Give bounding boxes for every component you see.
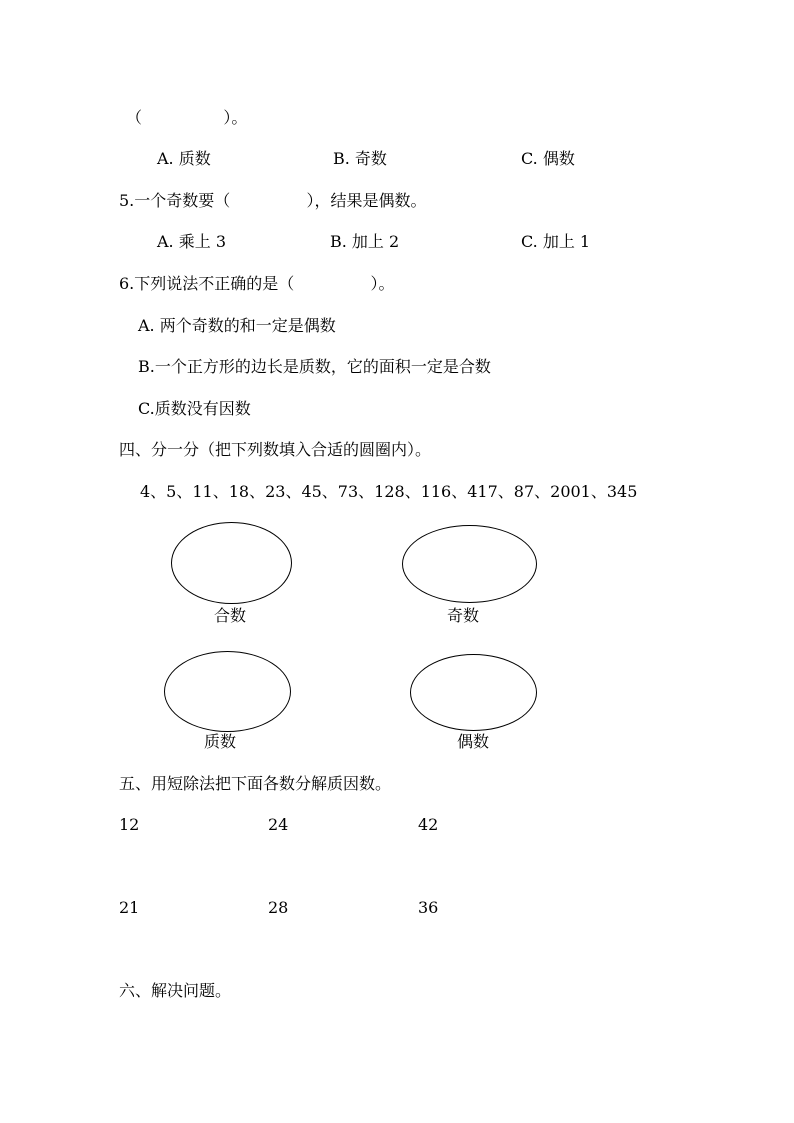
section6-title: 六、解决问题。 — [119, 981, 232, 1000]
odd-label: 奇数 — [447, 606, 480, 625]
number-28: 28 — [268, 898, 289, 917]
composite-label: 合数 — [214, 606, 247, 625]
q5-stem: 5.一个奇数要（ ），结果是偶数。 — [119, 191, 427, 210]
prime-label: 质数 — [204, 732, 237, 751]
q4-option-c[interactable]: C. 偶数 — [521, 149, 575, 168]
section4-title: 四、分一分（把下列数填入合适的圆圈内）。 — [119, 440, 432, 459]
q4-option-b[interactable]: B. 奇数 — [333, 149, 387, 168]
number-36: 36 — [418, 898, 439, 917]
q5-option-b[interactable]: B. 加上 2 — [330, 232, 400, 251]
number-21: 21 — [119, 898, 140, 917]
number-24: 24 — [268, 815, 289, 834]
q5-option-a[interactable]: A. 乘上 3 — [157, 232, 226, 251]
q4-answer-blank[interactable]: （ ）。 — [126, 108, 248, 127]
section5-title: 五、用短除法把下面各数分解质因数。 — [119, 774, 392, 793]
q4-option-a[interactable]: A. 质数 — [157, 149, 211, 168]
q6-option-b[interactable]: B.一个正方形的边长是质数，它的面积一定是合数 — [138, 357, 491, 376]
number-42: 42 — [418, 815, 439, 834]
section4-number-list: 4、5、11、18、23、45、73、128、116、417、87、2001、345 — [140, 482, 638, 501]
q5-option-c[interactable]: C. 加上 1 — [521, 232, 591, 251]
q6-option-a[interactable]: A. 两个奇数的和一定是偶数 — [138, 316, 336, 335]
q6-option-c[interactable]: C.质数没有因数 — [138, 399, 251, 418]
q6-stem: 6.下列说法不正确的是（ ）。 — [119, 274, 395, 293]
even-circle[interactable] — [410, 654, 537, 731]
odd-circle[interactable] — [402, 525, 537, 603]
prime-circle[interactable] — [164, 651, 291, 732]
composite-circle[interactable] — [171, 522, 292, 604]
even-label: 偶数 — [457, 732, 490, 751]
number-12: 12 — [119, 815, 140, 834]
